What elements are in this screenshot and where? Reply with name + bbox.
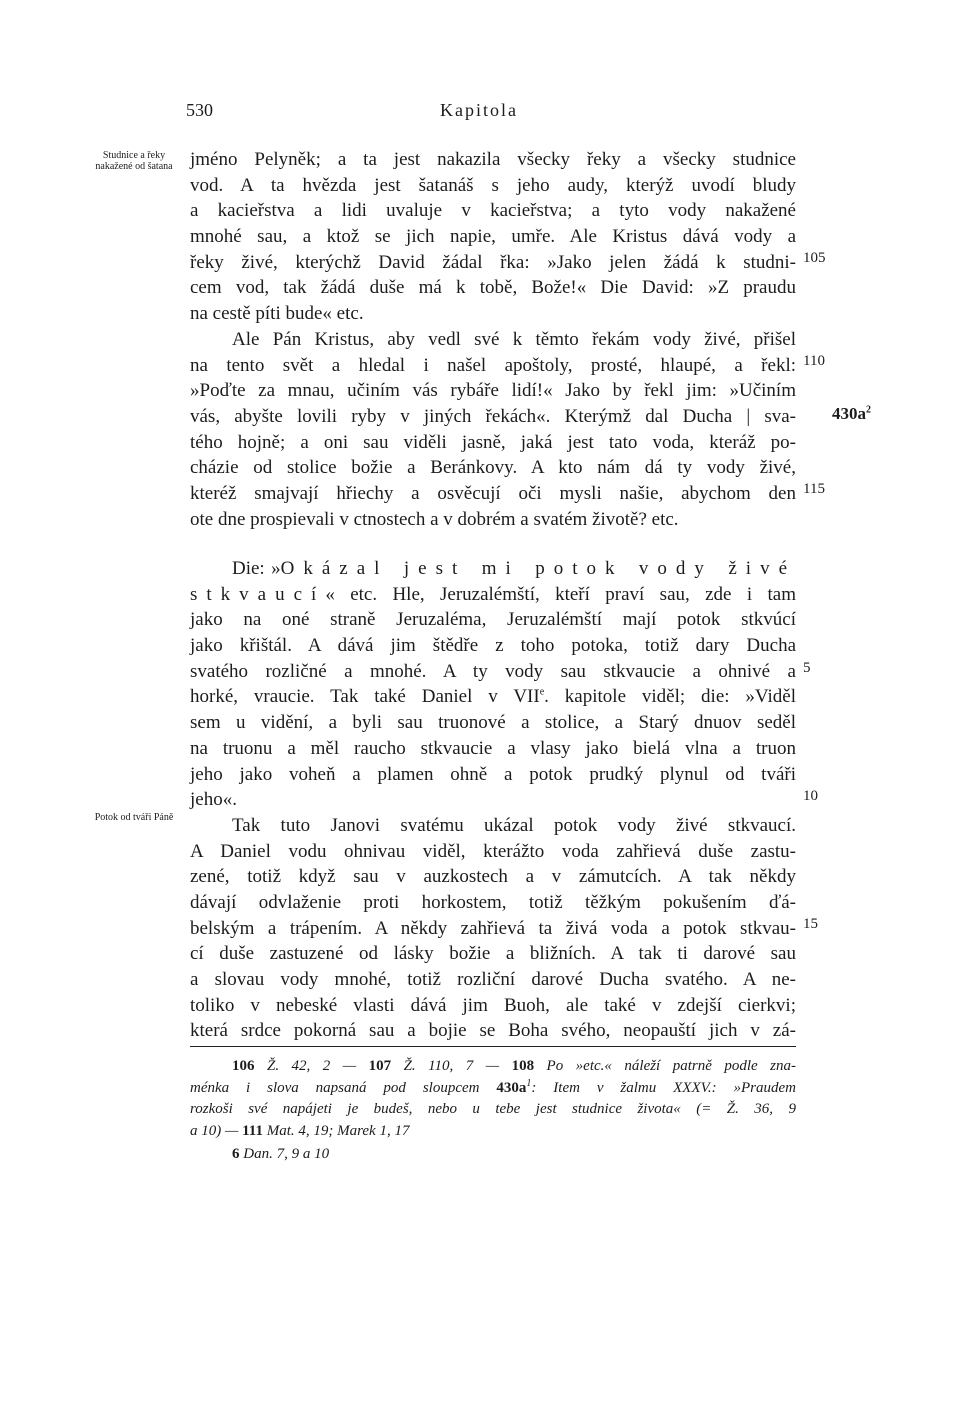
running-title: Kapitola (440, 100, 518, 120)
text-line: která srdce pokorná sau a bojie se Boha svého, neopauští jich v zá- (190, 1020, 796, 1042)
footnote-line: rozkoši své napájeti je budeš, nebo u tebe jest studnice života« (= Ž. 36, 9 (190, 1101, 796, 1117)
text-line: jeho jako voheň a plamen ohně a potok prudký plynul od tváři (190, 763, 796, 785)
text-line: »Poďte za mnau, učiním vás rybáře lidí!« Jako by řekl jim: »Učiním (190, 380, 796, 402)
text-line: stkvaucí« etc. Hle, Jeruzalémští, kteří praví sau, zde i tam (190, 583, 796, 605)
text-line: tého hojně; a oni sau viděli jasně, jaká jest tato voda, kteráž po- (190, 431, 796, 453)
text-line: vod. A ta hvězda jest šatanáš s jeho audy, kterýž uvodí bludy (190, 174, 796, 196)
text-line: zené, totiž když sau v auzkostech a v zámutcích. A tak někdy (190, 866, 796, 888)
text-line: jako křištál. A dává jim štědře z toho potoka, totiž dary Ducha (190, 635, 796, 657)
text-line: svatého rozličné a mnohé. A ty vody sau stkvaucie a ohnivé a (190, 660, 796, 682)
text-line: A Daniel vodu ohnivau viděl, kterážto voda zahřievá duše zastu- (190, 840, 796, 862)
text-line: ote dne prospievali v ctnostech a v dobrém a svatém životě? etc. (190, 508, 679, 530)
footnote-line: ménka i slova napsaná pod sloupcem $430a^1$: Item v žalmu XXXV.: »Praudem (190, 1077, 796, 1096)
line-number: 110 (803, 353, 825, 369)
folio-marker: $430a^2$ (832, 404, 871, 423)
line-number: 105 (803, 250, 826, 266)
text-section-2 (190, 556, 796, 1044)
text-line: na tento svět a hledal i našel apoštoly, prosté, hlaupé, a řekl: (190, 354, 796, 376)
footnote-rule (190, 1046, 796, 1047)
margin-note-wells: Studnice a řeky nakažené od šatana (95, 150, 173, 172)
margin-note-stream: Potok od tváři Páně (94, 812, 174, 823)
text-line: a kacieřstva a lidi uvaluje v kacieřstva; a tyto vody nakažené (190, 200, 796, 222)
text-line: cí duše zastuzené od lásky božie a bližních. A tak ti darové sau (190, 943, 796, 965)
footnote-line: a 10) — 111 Mat. 4, 19; Marek 1, 17 (190, 1122, 410, 1139)
footnote-line: 106 Ž. 42, 2 — 107 Ž. 110, 7 — 108 Po »etc.« náleží patrně podle zna- (232, 1058, 796, 1074)
line-number: 15 (803, 916, 818, 932)
page-number: 530 (186, 100, 213, 120)
text-line: cem vod, tak žádá duše má k tobě, Bože!« Die David: »Z praudu (190, 277, 796, 299)
line-number: 5 (803, 660, 811, 676)
text-line: mnohé sau, a ktož se jich napie, umře. Ale Kristus dává vody a (190, 226, 796, 248)
page-header (0, 100, 960, 130)
footnotes (190, 1056, 796, 1142)
text-line: vás, abyšte lovili ryby v jiných řekách«. Kterýmž dal Ducha | sva- (190, 405, 796, 427)
line-number: 10 (803, 788, 818, 804)
text-line: jméno Pelyněk; a ta jest nakazila všecky řeky a všecky studnice (190, 149, 796, 170)
footnote-line: 6 Dan. 7, 9 a 10 (232, 1146, 330, 1162)
text-line: a slovau vody mnohé, totiž rozliční darové Ducha svatého. A ne- (190, 969, 796, 990)
text-line: toliko v nebeské vlasti dává jim Buoh, ale také v zdejší cierkvi; (190, 994, 796, 1016)
text-line: jeho«. (190, 789, 237, 811)
line-number: 115 (803, 481, 825, 497)
text-line: na truonu a měl raucho stkvaucie a vlasy jako bielá vlna a truon (190, 737, 796, 759)
text-line: Tak tuto Janovi svatému ukázal potok vody živé stkvaucí. (232, 814, 796, 836)
text-line: horké, vraucie. Tak také Daniel v VIIe. kapitole viděl; die: »Viděl (190, 686, 796, 708)
text-line: dávají odvlaženie proti horkostem, totiž těžkým pokušením ďá- (190, 891, 796, 913)
text-section-1 (190, 147, 796, 532)
text-line: na cestě píti bude« etc. (190, 303, 364, 325)
text-line: jako na oné straně Jeruzaléma, Jeruzalémští mají potok stkvúcí (190, 609, 796, 631)
text-line: cházie od stolice božie a Beránkovy. A kto nám dá ty vody živé, (190, 457, 796, 479)
text-line: Die: »Okázal jest mi potok vody živé (232, 558, 796, 579)
text-line: Ale Pán Kristus, aby vedl své k těmto řekám vody živé, přišel (232, 328, 796, 350)
text-line: belským a trápením. A někdy zahřievá ta živá voda a potok stkvau- (190, 917, 796, 939)
text-line: sem u vidění, a byli sau truonové a stolice, a Starý dnuov seděl (190, 712, 796, 734)
text-line: kteréž smajvají hřiechy a osvěcují oči mysli našie, abychom den (190, 482, 796, 504)
text-line: řeky živé, kterýchž David žádal řka: »Jako jelen žádá k studni- (190, 251, 796, 273)
